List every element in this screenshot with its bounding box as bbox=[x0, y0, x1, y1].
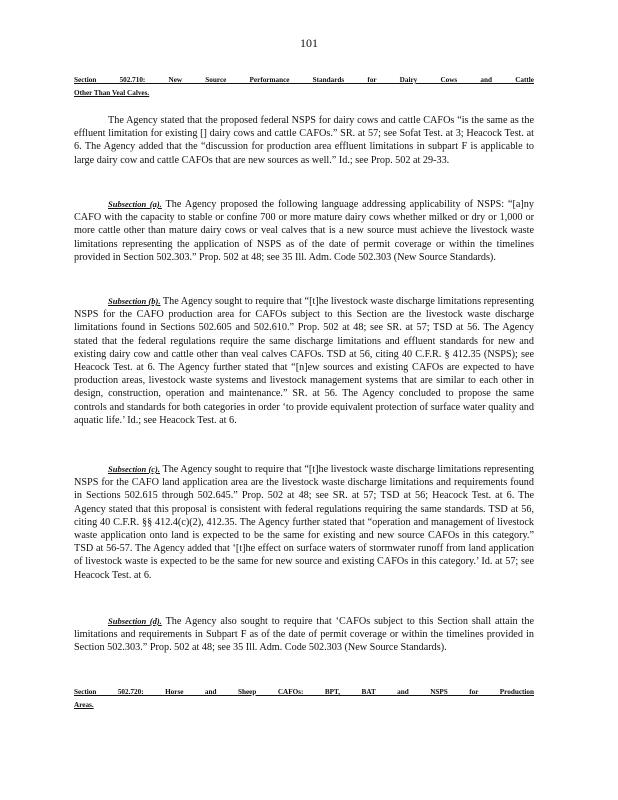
paragraph-text: The Agency sought to require that “[t]he livestock waste discharge limitations representing NSPS for the CAFO land application area are the livestock waste discharge limitations and requirements found in Sections 502.615 through 502.645.” Prop. 502 at 48; see SR. at 57; TSD at 56; Heacock Test. at 6. The Agency stated that this proposal is consistent with federal regulations requiring the same standards. TSD at 56, citing 40 C.F.R. §§ 412.4(c)(2), 412.35. The Agency further stated that “operation and management of livestock waste application onto land is expected to be the same for existing and new source CAFOs in this category.” TSD at 56-57. The Agency added that ‘[t]he effect on surface waters of stormwater runoff from land application of livestock waste is expected to be the same for new source and existing CAFOs in this category.’ Id. at 57; see Heacock Test. at 6. bbox=[74, 464, 534, 581]
paragraph-text: The Agency stated that the proposed federal NSPS for dairy cows and cattle CAFOs “is the same as the effluent limitation for existing [] dairy cows and cattle CAFOs.” SR. at 57; see Sofat Test. at 3; Heacock Test. at 6. The Agency added that the “discussion for production area effluent limitations in subpart F is applicable to large dairy cow and cattle CAFOs that are new sources as well.” Id.; see Prop. 502 at 29-33. bbox=[74, 115, 534, 166]
subsection-label: Subsection (c). bbox=[108, 464, 161, 474]
section-heading-line2: Other Than Veal Calves. bbox=[74, 89, 150, 97]
section-heading-line2: Areas. bbox=[74, 701, 94, 709]
section-heading-line1: Section 502.710: New Source Performance Standards for Dairy Cows and Cattle bbox=[74, 76, 534, 84]
subsection-label: Subsection (b). bbox=[108, 296, 161, 306]
paragraph-intro bbox=[74, 114, 534, 167]
paragraph-text: The Agency also sought to require that ‘CAFOs subject to this Section shall attain the limitations and requirements in Subpart F as of the date of permit coverage or within the timelines provided in Section 502.303.” Prop. 502 at 48; see 35 Ill. Adm. Code 502.303 (New Source Standards). bbox=[74, 616, 534, 654]
paragraph-subsection-a bbox=[74, 198, 534, 264]
section-heading-710 bbox=[74, 74, 534, 100]
page-number: 101 bbox=[300, 36, 318, 50]
paragraph-subsection-b bbox=[74, 295, 534, 427]
paragraph-subsection-c bbox=[74, 463, 534, 582]
paragraph-text: The Agency sought to require that “[t]he livestock waste discharge limitations representing NSPS for the CAFO production area for CAFOs subject to this Section are the livestock waste discharge limitations found in Sections 502.605 and 502.610.” Prop. 502 at 48; see SR. at 57; TSD at 56. The Agency stated that the federal regulations require the same discharge limitations and effluent standards for new and existing dairy cow and cattle other than veal calves CAFOs. TSD at 56, citing 40 C.F.R. § 412.35 (NSPS); see Heacock Test. at 6. The Agency further stated that “[n]ew sources and existing CAFOs are expected to have production areas, livestock waste systems and livestock management systems that are similar to each other in design, construction, operation and maintenance.” SR. at 56. The Agency concluded to propose the same controls and standards for both categories in order ‘to provide equivalent protection of surface water quality and aquatic life.’ Id.; see Heacock Test. at 6. bbox=[74, 296, 534, 426]
subsection-label: Subsection (a). bbox=[108, 199, 162, 209]
paragraph-subsection-d bbox=[74, 615, 534, 655]
paragraph-text: The Agency proposed the following language addressing applicability of NSPS: “[a]ny CAFO with the capacity to stable or confine 700 or more mature dairy cows whether milked or dry or 1,000 or more cattle other than mature dairy cows or veal calves that is a new source must achieve the livestock waste limitations representing the application of NSPS as of the date of permit coverage or within the timelines provided in Section 502.303.” Prop. 502 at 48; see 35 Ill. Adm. Code 502.303 (New Source Standards). bbox=[74, 199, 534, 263]
section-heading-line1: Section 502.720: Horse and Sheep CAFOs: BPT, BAT and NSPS for Production bbox=[74, 688, 534, 696]
subsection-label: Subsection (d). bbox=[108, 616, 162, 626]
section-heading-720 bbox=[74, 686, 534, 712]
